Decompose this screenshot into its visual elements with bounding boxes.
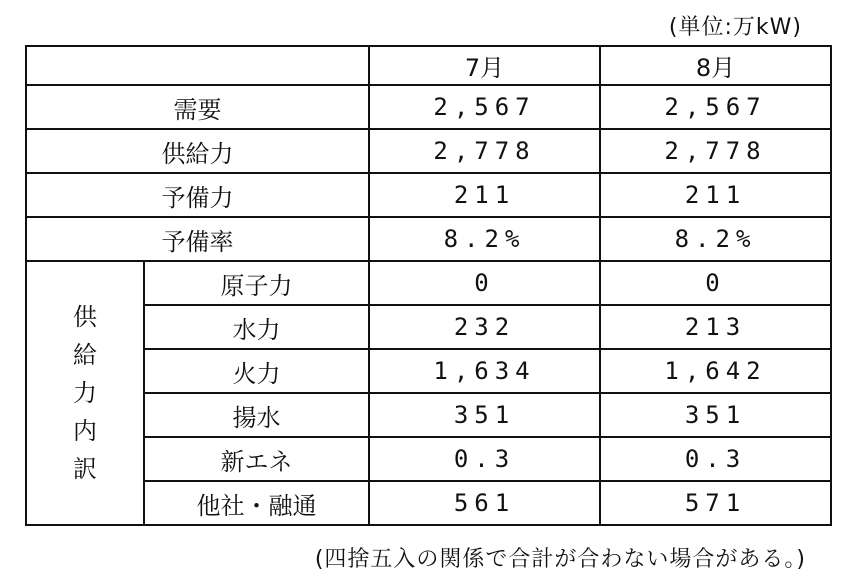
row-label: 原子力 [144, 261, 369, 305]
row-label: 他社・融通 [144, 481, 369, 525]
value-august: 571 [600, 481, 831, 525]
value-july: 0 [369, 261, 600, 305]
row-nuclear [26, 261, 831, 305]
vertical-char: 供 [73, 303, 97, 331]
row-label: 予備力 [26, 173, 369, 217]
row-demand [26, 85, 831, 129]
value-july: 2,567 [369, 85, 600, 129]
value-august: 351 [600, 393, 831, 437]
vertical-char: 訳 [73, 455, 97, 483]
header-empty-cell [26, 46, 369, 85]
vertical-char: 内 [73, 417, 97, 445]
value-july: 0.3 [369, 437, 600, 481]
value-august: 2,778 [600, 129, 831, 173]
value-august: 0 [600, 261, 831, 305]
value-august: 1,642 [600, 349, 831, 393]
row-label: 火力 [144, 349, 369, 393]
row-label: 供給力 [26, 129, 369, 173]
value-august: 211 [600, 173, 831, 217]
row-new-energy [26, 437, 831, 481]
value-july: 561 [369, 481, 600, 525]
vertical-label [27, 303, 143, 483]
value-july: 8.2% [369, 217, 600, 261]
row-label: 需要 [26, 85, 369, 129]
row-other-companies [26, 481, 831, 525]
row-supply [26, 129, 831, 173]
row-pumped-storage [26, 393, 831, 437]
value-july: 1,634 [369, 349, 600, 393]
row-thermal [26, 349, 831, 393]
footnote: (四捨五入の関係で合計が合わない場合がある。) [314, 547, 806, 572]
vertical-char: 力 [73, 379, 97, 407]
row-hydro [26, 305, 831, 349]
value-july: 351 [369, 393, 600, 437]
value-august: 8.2% [600, 217, 831, 261]
header-august: 8月 [600, 46, 831, 85]
supply-demand-table [25, 45, 832, 526]
value-july: 232 [369, 305, 600, 349]
row-label: 予備率 [26, 217, 369, 261]
value-august: 2,567 [600, 85, 831, 129]
row-label: 水力 [144, 305, 369, 349]
value-july: 2,778 [369, 129, 600, 173]
breakdown-group-label [26, 261, 144, 525]
header-row [26, 46, 831, 85]
header-july: 7月 [369, 46, 600, 85]
row-label: 新エネ [144, 437, 369, 481]
row-label: 揚水 [144, 393, 369, 437]
value-august: 0.3 [600, 437, 831, 481]
unit-note: (単位:万kW) [668, 15, 802, 40]
value-august: 213 [600, 305, 831, 349]
vertical-char: 給 [73, 341, 97, 369]
value-july: 211 [369, 173, 600, 217]
row-reserve [26, 173, 831, 217]
row-reserve-rate [26, 217, 831, 261]
